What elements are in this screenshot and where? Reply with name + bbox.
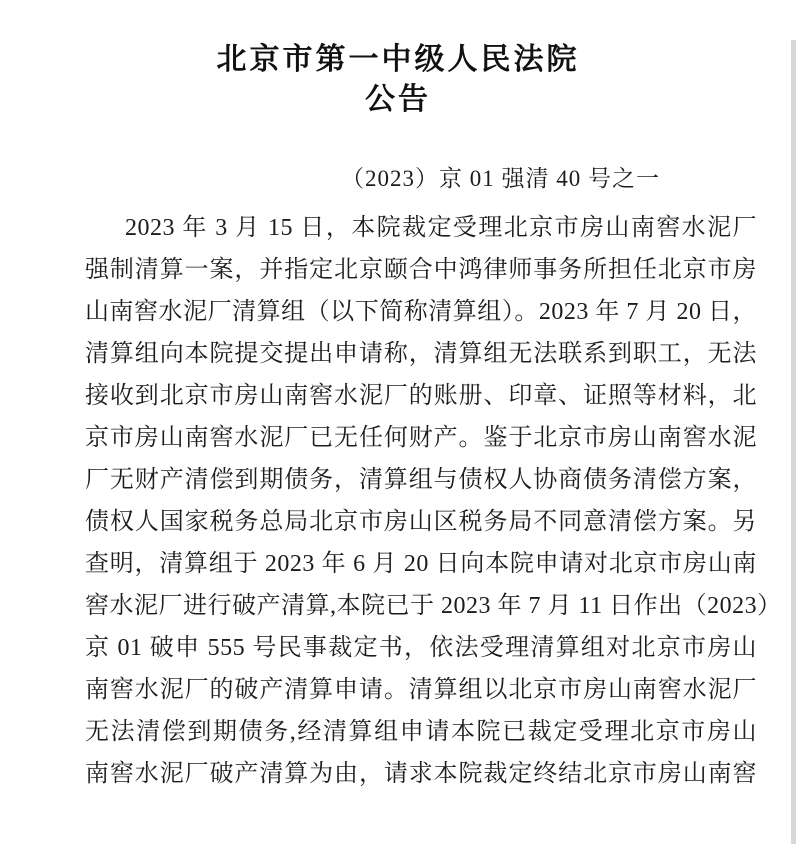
body-line: 京市房山南窖水泥厂已无任何财产。鉴于北京市房山南窖水泥 <box>85 425 757 451</box>
document-content <box>85 158 782 795</box>
court-name-heading: 北京市第一中级人民法院 <box>216 43 580 76</box>
body-line: 查明，清算组于 2023 年 6 月 20 日向本院申请对北京市房山南 <box>85 551 757 577</box>
body-line: 窖水泥厂进行破产清算,本院已于 2023 年 7 月 11 日作出（2023） <box>85 593 782 619</box>
body-line: 接收到北京市房山南窖水泥厂的账册、印章、证照等材料，北 <box>85 383 757 409</box>
document-viewer <box>0 40 796 844</box>
body-line: 强制清算一案，并指定北京颐合中鸿律师事务所担任北京市房 <box>85 257 757 283</box>
document-header <box>0 40 796 120</box>
body-line: 南窖水泥厂的破产清算申请。清算组以北京市房山南窖水泥厂 <box>85 677 757 703</box>
viewer-edge-strip <box>791 40 796 844</box>
body-line: 清算组向本院提交提出申请称，清算组无法联系到职工，无法 <box>85 341 757 367</box>
body-line: 2023 年 3 月 15 日，本院裁定受理北京市房山南窖水泥厂 <box>125 215 757 241</box>
case-number: （2023）京 01 强清 40 号之一 <box>341 166 660 191</box>
body-line: 厂无财产清偿到期债务，清算组与债权人协商债务清偿方案， <box>85 467 757 493</box>
body-line: 债权人国家税务总局北京市房山区税务局不同意清偿方案。另 <box>85 509 757 535</box>
body-line: 山南窖水泥厂清算组（以下简称清算组）。2023 年 7 月 20 日， <box>85 299 757 325</box>
body-line: 京 01 破申 555 号民事裁定书，依法受理清算组对北京市房山 <box>85 635 757 661</box>
body-line: 无法清偿到期债务,经清算组申请本院已裁定受理北京市房山 <box>85 719 757 745</box>
announcement-heading: 公告 <box>365 83 431 116</box>
body-line: 南窖水泥厂破产清算为由，请求本院裁定终结北京市房山南窖 <box>85 761 757 787</box>
announcement-body <box>85 207 782 795</box>
